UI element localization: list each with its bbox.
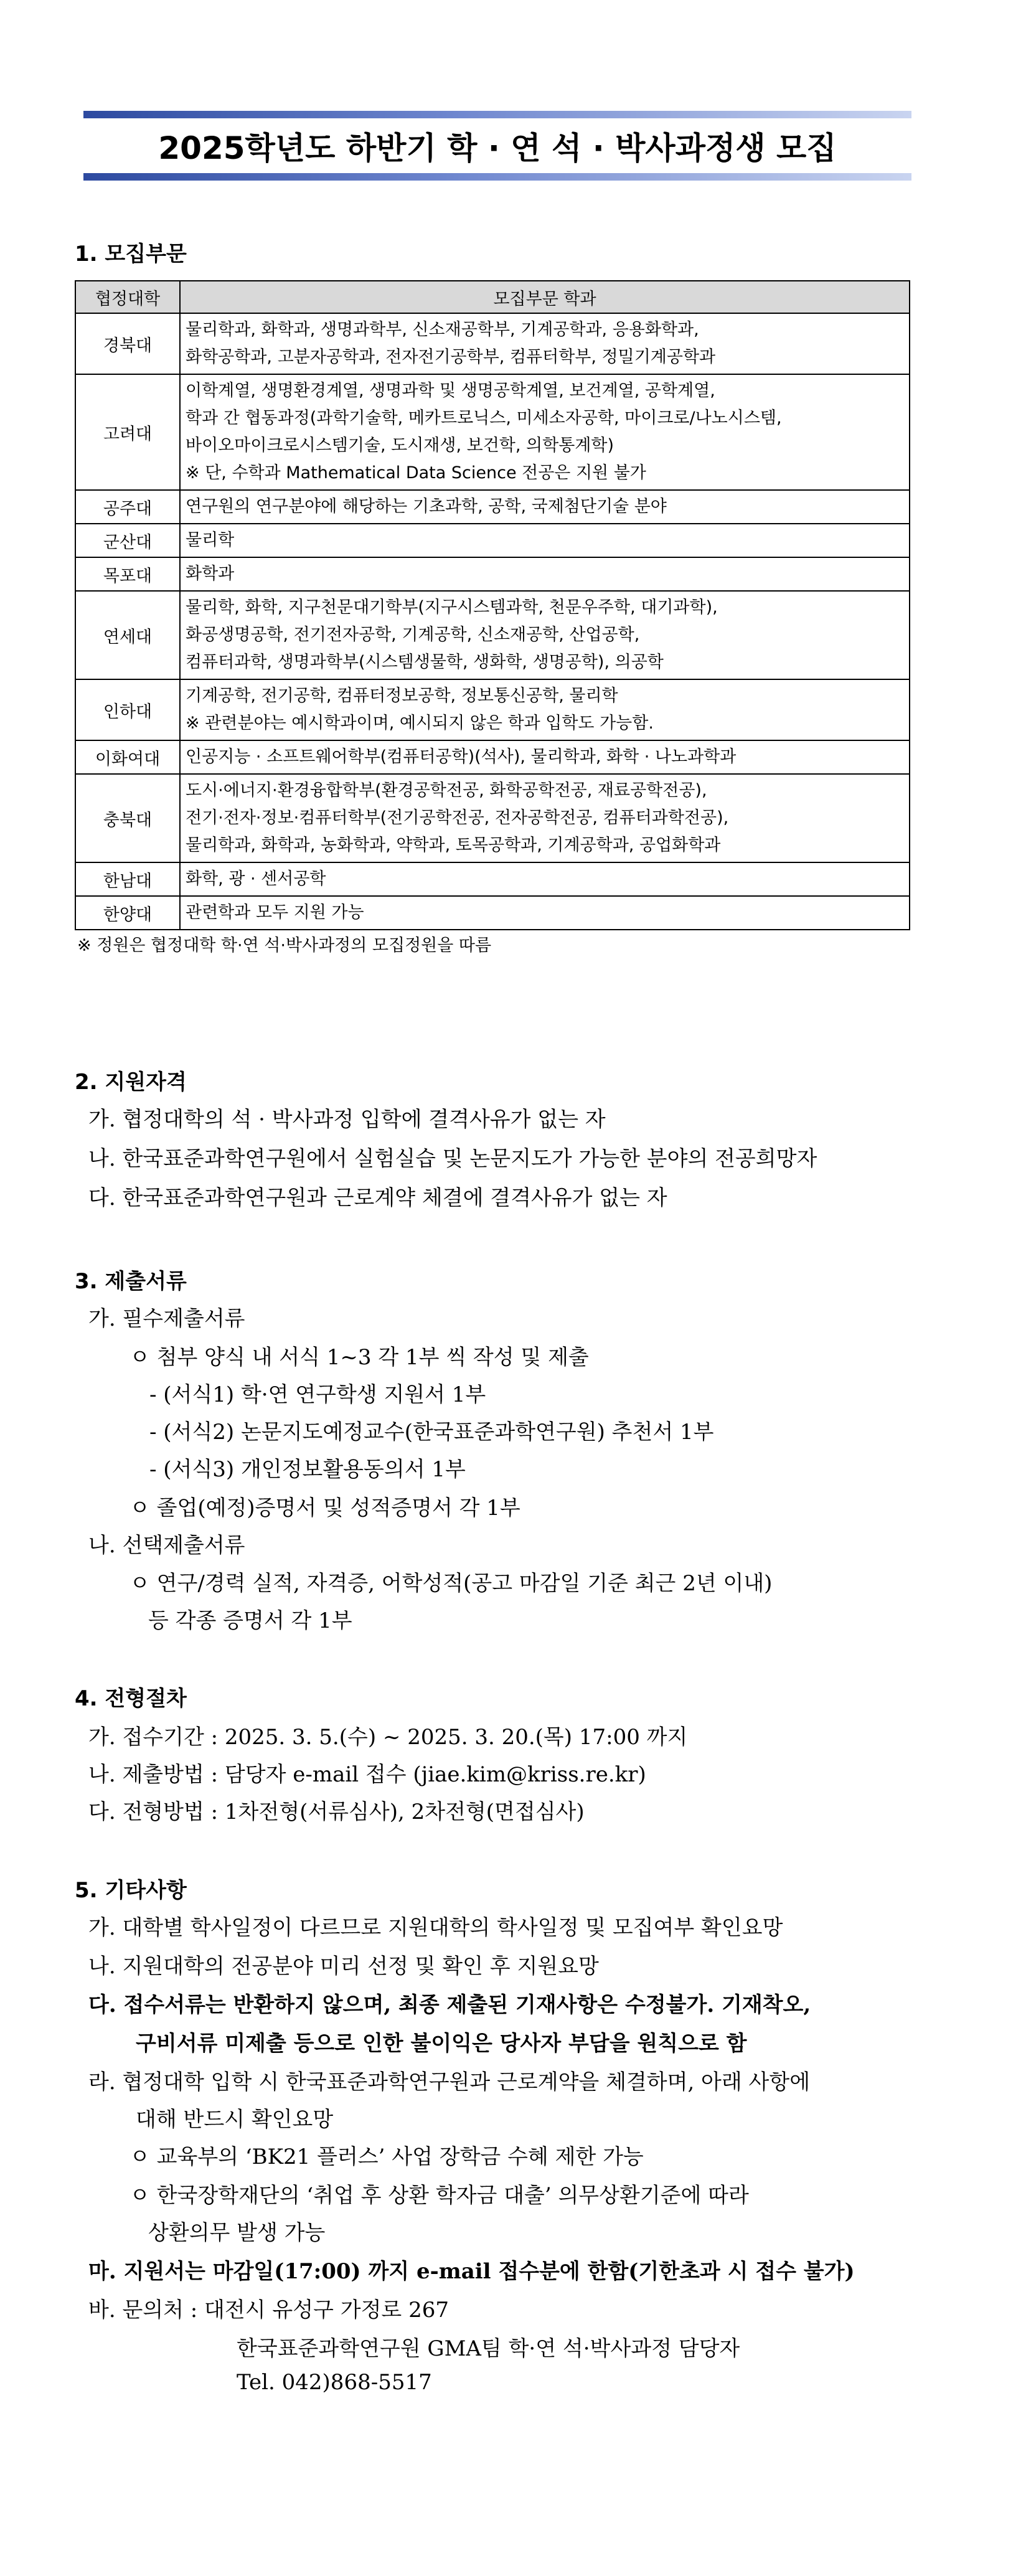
- recruitment-fields-table: [75, 280, 910, 930]
- table-row: [75, 374, 910, 490]
- optional-doc-item-cont: 등 각종 증명서 각 1부: [148, 1608, 352, 1633]
- departments-cell: [180, 862, 910, 896]
- departments-cell: [180, 557, 910, 591]
- table-row: [75, 557, 910, 591]
- notice-item: 가. 대학별 학사일정이 다르므로 지원대학의 학사일정 및 모집여부 확인요망: [88, 1915, 783, 1940]
- department-line: 컴퓨터과학, 생명과학부(시스템생물학, 생화학, 생명공학), 의공학: [186, 653, 664, 672]
- departments-cell: [180, 374, 910, 490]
- department-line: 물리학, 화학, 지구천문대기학부(지구시스템과학, 천문우주학, 대기과학),: [186, 598, 718, 617]
- qualification-item: 가. 협정대학의 석 · 박사과정 입학에 결격사유가 없는 자: [88, 1107, 606, 1132]
- contact-address: 바. 문의처 : 대전시 유성구 가정로 267: [88, 2298, 449, 2323]
- notice-item-cont: 대해 반드시 확인요망: [136, 2107, 334, 2132]
- departments-cell: [180, 896, 910, 930]
- table-row: [75, 591, 910, 679]
- title-rule-bottom: [83, 173, 911, 181]
- required-doc-item: ㅇ 졸업(예정)증명서 및 성적증명서 각 1부: [129, 1496, 520, 1521]
- table-row: [75, 313, 910, 374]
- departments-cell: [180, 490, 910, 524]
- procedure-item: 가. 접수기간 : 2025. 3. 5.(수) ~ 2025. 3. 20.(목) 17:00 까지: [88, 1725, 688, 1750]
- required-doc-subitem: - (서식3) 개인정보활용동의서 1부: [149, 1457, 466, 1482]
- table-row: [75, 490, 910, 524]
- departments-cell: [180, 740, 910, 774]
- department-line: 연구원의 연구분야에 해당하는 기초과학, 공학, 국제첨단기술 분야: [186, 497, 667, 516]
- required-doc-item: ㅇ 첨부 양식 내 서식 1~3 각 1부 씩 작성 및 제출: [129, 1345, 589, 1370]
- optional-doc-item: ㅇ 연구/경력 실적, 자격증, 어학성적(공고 마감일 기준 최근 2년 이내): [129, 1571, 773, 1596]
- departments-cell: [180, 313, 910, 374]
- procedure-item: 다. 전형방법 : 1차전형(서류심사), 2차전형(면접심사): [88, 1800, 585, 1824]
- department-line: 학과 간 협동과정(과학기술학, 메카트로닉스, 미세소자공학, 마이크로/나노시스템,: [186, 408, 782, 428]
- section-5-heading: 5. 기타사항: [75, 1878, 187, 1903]
- university-cell: 연세대: [75, 591, 180, 679]
- university-cell: 고려대: [75, 374, 180, 490]
- notice-item-bold: 다. 접수서류는 반환하지 않으며, 최종 제출된 기재사항은 수정불가. 기재착오,: [88, 1993, 811, 2017]
- department-line: 이학계열, 생명환경계열, 생명과학 및 생명공학계열, 보건계열, 공학계열,: [186, 381, 715, 400]
- department-line: 관련학과 모두 지원 가능: [186, 903, 364, 922]
- university-cell: 충북대: [75, 774, 180, 862]
- required-doc-subitem: - (서식2) 논문지도예정교수(한국표준과학연구원) 추천서 1부: [149, 1420, 714, 1445]
- university-cell: 목포대: [75, 557, 180, 591]
- department-line: 도시·에너지·환경융합학부(환경공학전공, 화학공학전공, 재료공학전공),: [186, 781, 707, 800]
- table-footnote: ※ 정원은 협정대학 학·연 석·박사과정의 모집정원을 따름: [77, 936, 492, 955]
- section-2-heading: 2. 지원자격: [75, 1070, 187, 1095]
- section-3-heading: 3. 제출서류: [75, 1269, 187, 1294]
- department-line: 물리학: [186, 531, 235, 550]
- contact-team: 한국표준과학연구원 GMA팀 학·연 석·박사과정 담당자: [237, 2336, 740, 2361]
- table-row: [75, 774, 910, 862]
- department-line: 전기·전자·정보·컴퓨터학부(전기공학전공, 전자공학전공, 컴퓨터과학전공),: [186, 808, 729, 828]
- page-title: 2025학년도 하반기 학 · 연 석 · 박사과정생 모집: [158, 130, 837, 166]
- department-line: 화학공학과, 고분자공학과, 전자전기공학부, 컴퓨터학부, 정밀기계공학과: [186, 347, 716, 367]
- department-line: 화공생명공학, 전기전자공학, 기계공학, 신소재공학, 산업공학,: [186, 625, 640, 644]
- contact-phone: Tel. 042)868-5517: [237, 2370, 432, 2395]
- table-row: [75, 740, 910, 774]
- notice-item: 나. 지원대학의 전공분야 미리 선정 및 확인 후 지원요망: [88, 1954, 599, 1979]
- departments-cell: [180, 591, 910, 679]
- university-cell: 군산대: [75, 524, 180, 557]
- university-cell: 이화여대: [75, 740, 180, 774]
- procedure-item: 나. 제출방법 : 담당자 e-mail 접수 (jiae.kim@kriss.re.kr): [88, 1762, 646, 1787]
- department-line: 바이오마이크로시스템기술, 도시재생, 보건학, 의학통계학): [186, 436, 614, 455]
- table-header-row: [75, 281, 910, 313]
- university-cell: 한남대: [75, 862, 180, 896]
- notice-subitem-cont: 상환의무 발생 가능: [148, 2220, 326, 2245]
- notice-item-bold-cont: 구비서류 미제출 등으로 인한 불이익은 당사자 부담을 원칙으로 함: [136, 2031, 747, 2056]
- university-cell: 한양대: [75, 896, 180, 930]
- title-rule-top: [83, 111, 911, 118]
- department-line: 화학, 광 · 센서공학: [186, 869, 326, 889]
- university-cell: 공주대: [75, 490, 180, 524]
- header-university: 협정대학: [75, 281, 180, 313]
- table-row: [75, 896, 910, 930]
- notice-subitem: ㅇ 한국장학재단의 ‘취업 후 상환 학자금 대출’ 의무상환기준에 따라: [129, 2183, 749, 2208]
- section-1-heading: 1. 모집부문: [75, 242, 187, 267]
- department-line: 화학과: [186, 564, 235, 583]
- required-doc-subitem: - (서식1) 학·연 연구학생 지원서 1부: [149, 1382, 486, 1407]
- notice-item-bold: 마. 지원서는 마감일(17:00) 까지 e-mail 접수분에 한함(기한초과 시 접수 불가): [88, 2259, 855, 2284]
- department-line: ※ 단, 수학과 Mathematical Data Science 전공은 지원 불가: [186, 463, 646, 483]
- header-departments: 모집부문 학과: [180, 281, 910, 313]
- table-body: [75, 313, 910, 930]
- required-docs-label: 가. 필수제출서류: [88, 1306, 245, 1331]
- table-row: [75, 862, 910, 896]
- department-line: 인공지능 · 소프트웨어학부(컴퓨터공학)(석사), 물리학과, 화학 · 나노과학과: [186, 747, 737, 767]
- qualification-item: 나. 한국표준과학연구원에서 실험실습 및 논문지도가 가능한 분야의 전공희망자: [88, 1146, 817, 1171]
- section-4-heading: 4. 전형절차: [75, 1686, 187, 1711]
- departments-cell: [180, 524, 910, 557]
- university-cell: 경북대: [75, 313, 180, 374]
- table-row: [75, 679, 910, 740]
- optional-docs-label: 나. 선택제출서류: [88, 1533, 245, 1558]
- table-row: [75, 524, 910, 557]
- department-line: ※ 관련분야는 예시학과이며, 예시되지 않은 학과 입학도 가능함.: [186, 714, 654, 733]
- notice-item: 라. 협정대학 입학 시 한국표준과학연구원과 근로계약을 체결하며, 아래 사항에: [88, 2070, 811, 2095]
- university-cell: 인하대: [75, 679, 180, 740]
- department-line: 물리학과, 화학과, 생명과학부, 신소재공학부, 기계공학과, 응용화학과,: [186, 320, 699, 339]
- department-line: 물리학과, 화학과, 농화학과, 약학과, 토목공학과, 기계공학과, 공업화학과: [186, 836, 721, 855]
- qualification-item: 다. 한국표준과학연구원과 근로계약 체결에 결격사유가 없는 자: [88, 1186, 667, 1210]
- notice-subitem: ㅇ 교육부의 ‘BK21 플러스’ 사업 장학금 수혜 제한 가능: [129, 2144, 644, 2169]
- departments-cell: [180, 679, 910, 740]
- departments-cell: [180, 774, 910, 862]
- department-line: 기계공학, 전기공학, 컴퓨터정보공학, 정보통신공학, 물리학: [186, 686, 618, 705]
